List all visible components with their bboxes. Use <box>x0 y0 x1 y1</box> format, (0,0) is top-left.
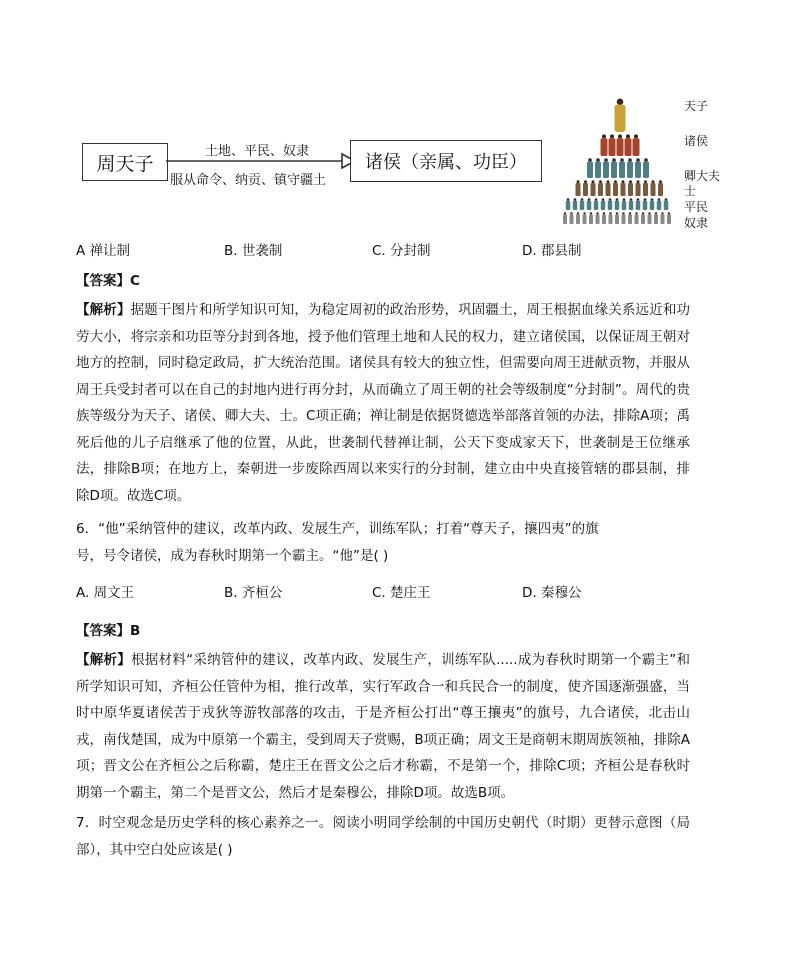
hierarchy-pyramid-image <box>562 96 678 228</box>
nuli-figure <box>602 212 606 224</box>
pingmin-figure <box>601 198 606 210</box>
shi-figure <box>621 180 626 196</box>
qingdafu-figure <box>595 158 601 178</box>
answer-value: C <box>130 273 140 289</box>
pingmin-figure <box>636 198 641 210</box>
zhuhou-figure <box>617 134 624 156</box>
level-tianzi: 天子 <box>684 99 709 113</box>
q6-answer <box>76 618 140 645</box>
q6-analysis <box>76 647 690 806</box>
qingdafu-figure <box>611 158 617 178</box>
nuli-figure <box>583 212 587 224</box>
shi-figure <box>606 180 611 196</box>
shi-figure <box>583 180 588 196</box>
level-nuli: 奴隶 <box>684 216 709 230</box>
q6-stem-line2: 号，号令诸侯，成为春秋时期第一个霸主。“他”是( ) <box>76 548 389 564</box>
qingdafu-figure <box>627 158 633 178</box>
shi-figure <box>658 180 663 196</box>
nuli-figure <box>641 212 645 224</box>
nuli-figure <box>609 212 613 224</box>
shi-figure <box>651 180 656 196</box>
q6-option-a: A. 周文王 <box>76 585 135 601</box>
pingmin-figure <box>594 198 599 210</box>
qingdafu-figure <box>635 158 641 178</box>
nuli-figure <box>615 212 619 224</box>
analysis-label: 【解析】 <box>76 652 132 668</box>
answer-value: B <box>130 623 141 639</box>
pingmin-figure <box>587 198 592 210</box>
qingdafu-figure <box>643 158 649 178</box>
analysis-label: 【解析】 <box>76 302 131 318</box>
pingmin-figure <box>608 198 613 210</box>
pingmin-figure <box>664 198 669 210</box>
q6-option-c: C. 楚庄王 <box>372 585 431 601</box>
nuli-figure <box>563 212 567 224</box>
zhuhou-figure <box>625 134 632 156</box>
vassals-box <box>350 140 542 182</box>
qingdafu-figure <box>587 158 593 178</box>
arrow-top-label: 土地、平民、奴隶 <box>205 144 310 159</box>
zhuhou-figure <box>601 134 608 156</box>
q5-analysis <box>76 297 690 509</box>
pingmin-figure <box>629 198 634 210</box>
zhuhou-figure <box>609 134 616 156</box>
q5-option-a: A 禅让制 <box>76 243 131 259</box>
pingmin-figure <box>643 198 648 210</box>
zhou-king-box <box>82 143 168 181</box>
nuli-figure <box>628 212 632 224</box>
qingdafu-figure <box>619 158 625 178</box>
answer-label: 【答案】 <box>76 623 130 639</box>
q5-option-d: D. 郡县制 <box>522 243 582 259</box>
pingmin-figure <box>566 198 571 210</box>
shi-figure <box>598 180 603 196</box>
pingmin-figure <box>622 198 627 210</box>
q7-stem: 7．时空观念是历史学科的核心素养之一。阅读小明同学绘制的中国历史朝代（时期）更替示意图（局部），其中空白处应该是( ) <box>76 815 690 858</box>
nuli-figure <box>589 212 593 224</box>
shi-figure <box>636 180 641 196</box>
level-shi: 士 <box>684 184 697 198</box>
qingdafu-figure <box>603 158 609 178</box>
shi-figure <box>628 180 633 196</box>
arrow-bottom-label: 服从命令、纳贡、镇守疆土 <box>170 173 327 188</box>
pingmin-figure <box>615 198 620 210</box>
nuli-figure <box>648 212 652 224</box>
zhou-king-label: 周天子 <box>96 152 154 175</box>
nuli-figure <box>654 212 658 224</box>
q6-option-b: B. 齐桓公 <box>224 585 283 601</box>
shi-figure <box>643 180 648 196</box>
level-qingdafu: 卿大夫 <box>684 169 721 183</box>
pingmin-figure <box>657 198 662 210</box>
nuli-figure <box>667 212 671 224</box>
q6-stem-line1: 6．“他”采纳管仲的建议，改革内政、发展生产，训练军队；打着“尊天子，攘四夷”的旗 <box>76 521 599 537</box>
zhuhou-figure <box>633 134 640 156</box>
nuli-figure <box>576 212 580 224</box>
q5-answer <box>76 268 140 295</box>
nuli-figure <box>635 212 639 224</box>
pingmin-figure <box>580 198 585 210</box>
pingmin-figure <box>650 198 655 210</box>
q5-option-c: C. 分封制 <box>372 243 431 259</box>
nuli-figure <box>661 212 665 224</box>
analysis-text: 据题干图片和所学知识可知，为稳定周初的政治形势，巩固疆土，周王根据血缘关系远近和功劳大小，将宗亲和功臣等分封到各地，授予他们管理土地和人民的权力，建立诸侯国，以保证周王朝对地方的控制，同时稳定政局，扩大统治范围。诸侯具有较大的独立性，但需要向周王进献贡物，并服从周王兵受封者可以在自己的封地内进行再分封，从而确立了周王朝的社会等级制度“分封制”。周代的贵族等级分为天子、诸侯、卿大夫、士。C项正确；禅让制是依据贤德选举部落首领的办法，排除A项；禹死后他的儿子启继承了他的位置，从此，世袭制代替禅让制，公天下变成家天下，世袭制是王位继承法，排除B项；在地方上，秦朝进一步废除西周以来实行的分封制，建立由中央直接管辖的郡县制，排除D项。故选C项。 <box>76 302 691 504</box>
nuli-figure <box>596 212 600 224</box>
analysis-text: 根据材料“采纳管仲的建议，改革内政、发展生产，训练军队.....成为春秋时期第一个霸主”和所学知识可知，齐桓公任管仲为相，推行改革，实行军政合一和兵民合一的制度，使齐国逐渐强盛，当时中原华夏诸侯苦于戎狄等游牧部落的攻击，于是齐桓公打出“尊王攘夷”的旗号，九合诸侯，北击山戎，南伐楚国，成为中原第一个霸主，受到周天子赏赐，B项正确；周文王是商朝末期周族领袖，排除A项；晋文公在齐桓公之后称霸，楚庄王在晋文公之后才称霸，不是第一个，排除C项；齐桓公是春秋时期第一个霸主，第二个是晋文公，然后才是秦穆公，排除D项。故选B项。 <box>76 652 691 801</box>
level-zhuhou: 诸侯 <box>684 134 709 148</box>
shi-figure <box>591 180 596 196</box>
q6-option-d: D. 秦穆公 <box>522 585 582 601</box>
shi-figure <box>613 180 618 196</box>
pingmin-figure <box>573 198 578 210</box>
shi-figure <box>576 180 581 196</box>
q5-option-b: B. 世袭制 <box>224 243 283 259</box>
nuli-figure <box>622 212 626 224</box>
answer-label: 【答案】 <box>76 273 130 289</box>
tianzi-figure <box>615 99 626 132</box>
level-pingmin: 平民 <box>684 200 709 214</box>
vassals-label: 诸侯（亲属、功臣） <box>365 152 527 173</box>
nuli-figure <box>570 212 574 224</box>
